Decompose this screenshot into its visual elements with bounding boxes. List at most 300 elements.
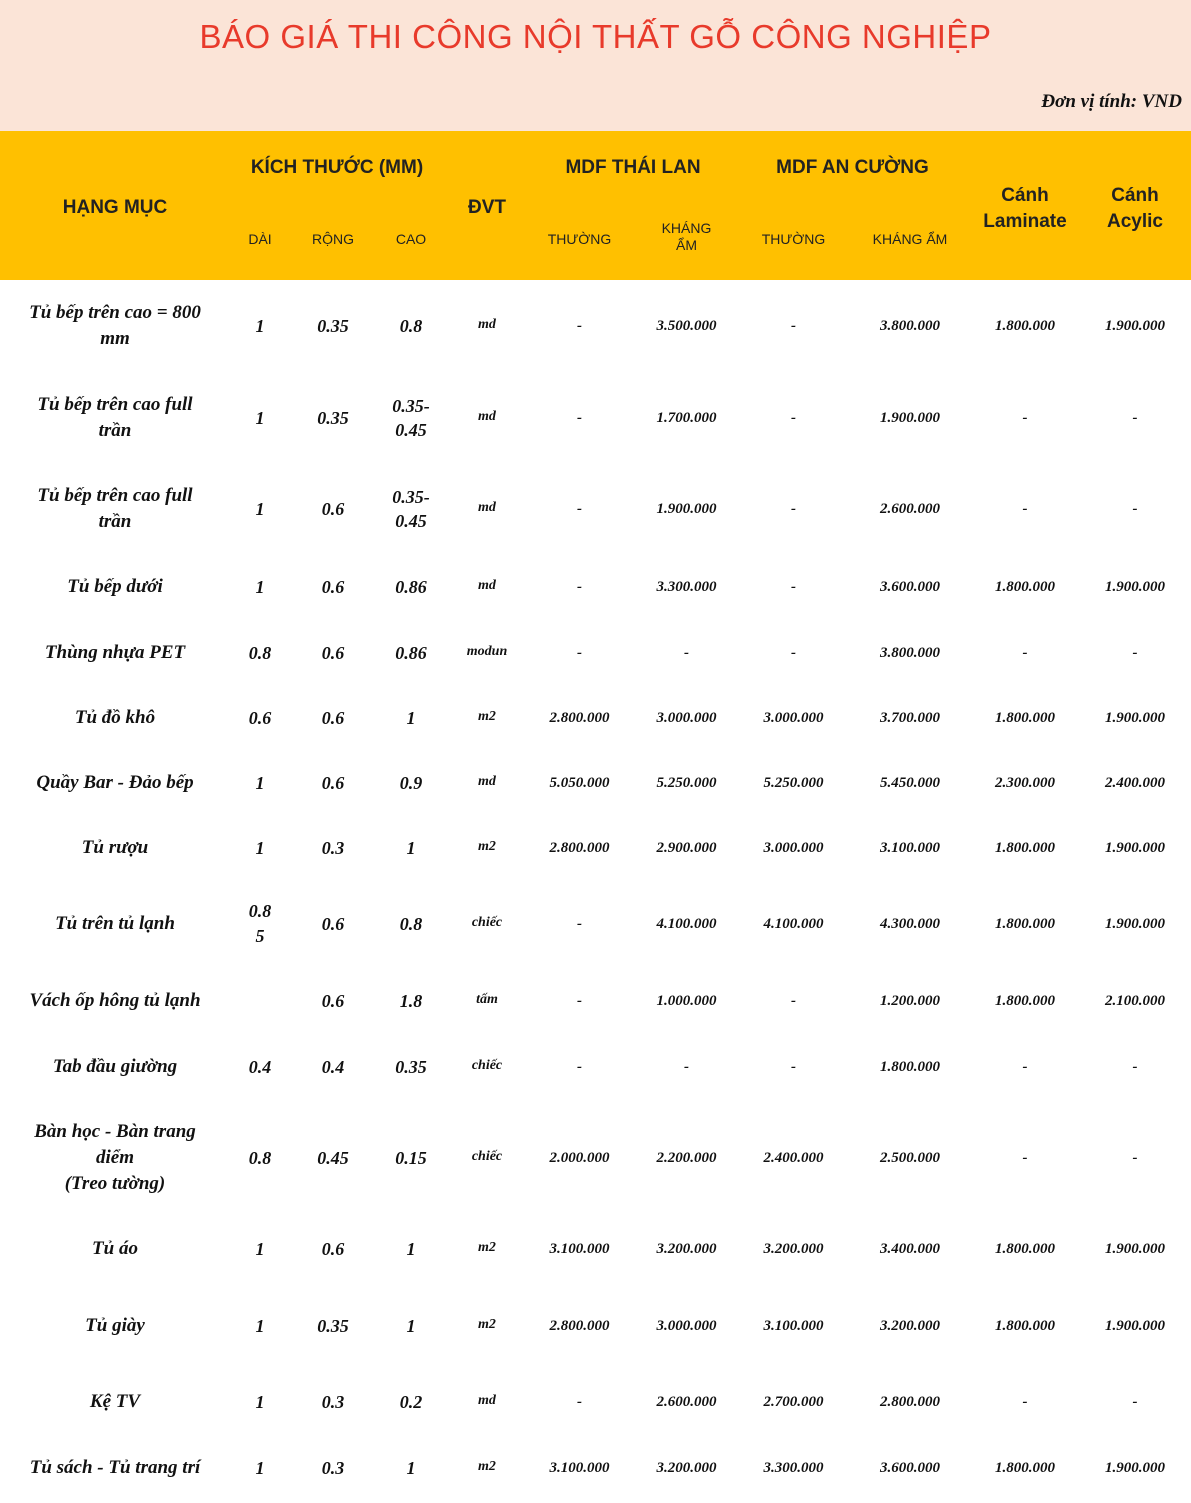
price-ac-moisture: 3.200.000	[880, 1317, 940, 1334]
height-value	[378, 971, 444, 1031]
item-name-line: Tủ rượu	[81, 837, 149, 858]
height-line: 0.35-	[392, 396, 430, 416]
unit-value: md	[478, 578, 496, 593]
width-value: 0.35	[317, 315, 349, 336]
height-value	[378, 557, 444, 617]
length-line: 0.8	[248, 901, 272, 921]
item-name-text	[37, 483, 192, 535]
item-name-text	[29, 988, 200, 1014]
table-row	[0, 1438, 1191, 1498]
item-name-line: Tủ áo	[92, 1238, 138, 1259]
price-thai-moisture: 3.000.000	[656, 709, 717, 726]
item-name-line: Tủ bếp trên cao = 800	[29, 302, 201, 323]
price-thai-normal: 2.800.000	[549, 839, 610, 856]
height-text	[407, 706, 416, 730]
item-name-line: Thùng nhựa PET	[44, 642, 186, 663]
item-name	[0, 886, 230, 962]
item-name-line: Tủ giày	[85, 1315, 145, 1336]
price-acylic: 1.900.000	[1105, 709, 1165, 726]
length-text	[249, 1055, 272, 1080]
price-thai-normal: 5.050.000	[549, 774, 610, 791]
item-name-line: Tủ bếp dưới	[67, 576, 163, 597]
price-ac-moisture: 3.800.000	[880, 644, 940, 661]
height-text	[407, 1456, 416, 1480]
price-ac-moisture: 5.450.000	[880, 774, 940, 791]
length-line: 1	[255, 1457, 265, 1478]
price-laminate: 2.300.000	[995, 774, 1055, 791]
price-ac-normal: -	[791, 644, 796, 661]
price-thai-moisture: 1.000.000	[656, 992, 717, 1009]
height-value	[378, 753, 444, 813]
price-ac-moisture: 2.600.000	[880, 500, 940, 517]
page-title: BÁO GIÁ THI CÔNG NỘI THẤT GỖ CÔNG NGHIỆP	[199, 18, 992, 55]
price-acylic: 2.400.000	[1105, 774, 1165, 791]
price-ac-normal: 5.250.000	[763, 774, 824, 791]
height-value	[378, 286, 444, 366]
price-ac-normal: -	[791, 578, 796, 595]
item-name-text	[75, 705, 155, 731]
header-height: CAO	[395, 231, 427, 247]
unit-value: chiếc	[471, 915, 503, 930]
price-ac-moisture: 3.800.000	[880, 317, 940, 334]
price-acylic: 2.100.000	[1105, 992, 1165, 1009]
price-thai-moisture: -	[684, 1058, 689, 1075]
price-thai-normal: -	[577, 1058, 582, 1075]
price-laminate: 1.800.000	[995, 1317, 1055, 1334]
price-laminate: 1.800.000	[995, 839, 1055, 856]
header-size-group: KÍCH THƯỚC (MM)	[250, 157, 424, 178]
item-name-text	[82, 835, 148, 861]
price-acylic: -	[1132, 644, 1138, 661]
price-thai-normal: -	[577, 992, 582, 1009]
length-value	[230, 1438, 290, 1498]
price-laminate: 1.800.000	[995, 578, 1055, 595]
price-ac-moisture: 3.700.000	[880, 709, 940, 726]
height-text	[400, 1390, 423, 1414]
price-ac-normal: 2.700.000	[763, 1393, 824, 1410]
height-line: 0.8	[399, 316, 423, 336]
item-name-line: Tủ sách - Tủ trang trí	[29, 1457, 201, 1478]
height-line: 1.8	[399, 991, 423, 1011]
unit-value: chiếc	[471, 1149, 503, 1164]
width-value: 0.3	[321, 1457, 345, 1478]
price-ac-normal: 3.100.000	[763, 1317, 824, 1334]
price-acylic: 1.900.000	[1105, 578, 1165, 595]
length-value	[230, 971, 290, 1031]
item-name-line: Tab đầu giường	[52, 1056, 178, 1077]
height-value	[378, 1438, 444, 1498]
length-value	[230, 688, 290, 748]
header-thai-moisture-line2: ẨM	[676, 237, 697, 253]
height-value	[378, 1288, 444, 1364]
price-ac-moisture: 3.400.000	[880, 1240, 940, 1257]
width-value: 0.6	[321, 772, 345, 793]
table-row	[0, 1108, 1191, 1208]
price-ac-normal: -	[791, 317, 796, 334]
height-line: 0.35	[395, 1057, 427, 1077]
table-row	[0, 623, 1191, 683]
item-name-line: Tủ bếp trên cao full	[37, 394, 193, 415]
length-line: 1	[255, 576, 265, 597]
unit-value: m2	[478, 1240, 496, 1255]
table-row	[0, 1211, 1191, 1287]
height-value	[378, 1370, 444, 1434]
length-line: 1	[255, 498, 265, 519]
length-value	[230, 286, 290, 366]
length-text	[256, 1456, 265, 1481]
width-value: 0.6	[321, 576, 345, 597]
length-text	[249, 1146, 272, 1171]
height-line: 0.15	[395, 1148, 427, 1168]
price-acylic: -	[1132, 409, 1138, 426]
price-acylic: 1.900.000	[1105, 317, 1165, 334]
height-value	[378, 1108, 444, 1208]
price-thai-normal: 2.800.000	[549, 709, 610, 726]
item-name-text	[53, 1054, 177, 1080]
item-name-line: Vách ốp hông tủ lạnh	[29, 990, 201, 1011]
width-value: 0.4	[321, 1056, 345, 1077]
width-value: 0.6	[321, 498, 345, 519]
item-name-line: Quầy Bar - Đảo bếp	[36, 772, 194, 793]
price-laminate: 1.800.000	[995, 317, 1055, 334]
item-name	[0, 1370, 230, 1434]
header-ac-normal: THƯỜNG	[761, 231, 826, 247]
width-value: 0.6	[321, 707, 345, 728]
height-line: 0.45	[395, 511, 427, 531]
length-value	[230, 1288, 290, 1364]
width-value: 0.45	[317, 1147, 349, 1168]
length-text	[256, 771, 265, 796]
length-line: 1	[255, 1238, 265, 1259]
item-name-text	[34, 1119, 196, 1197]
height-line: 1	[406, 1239, 416, 1259]
height-text	[395, 1055, 427, 1079]
item-name	[0, 469, 230, 549]
unit-value: m2	[478, 839, 496, 854]
length-value	[230, 886, 290, 962]
length-line: 1	[255, 407, 265, 428]
table-row	[0, 971, 1191, 1031]
height-text	[407, 836, 416, 860]
price-ac-normal: -	[791, 409, 796, 426]
unit-value: tấm	[476, 992, 498, 1007]
item-name	[0, 557, 230, 617]
unit-value: md	[478, 500, 496, 515]
item-name-text	[85, 1313, 145, 1339]
price-ac-moisture: 3.600.000	[880, 1459, 940, 1476]
item-name-text	[55, 911, 175, 937]
price-thai-moisture: -	[684, 644, 689, 661]
length-line: 1	[255, 1315, 265, 1336]
width-value: 0.3	[321, 1391, 345, 1412]
height-text	[400, 989, 423, 1013]
length-value	[230, 1037, 290, 1097]
price-ac-moisture: 1.800.000	[880, 1058, 940, 1075]
price-thai-normal: -	[577, 1393, 582, 1410]
price-thai-moisture: 3.000.000	[656, 1317, 717, 1334]
height-line: 1	[406, 1316, 416, 1336]
price-laminate: 1.800.000	[995, 915, 1055, 932]
length-text	[256, 1314, 265, 1339]
header-thai-normal: THƯỜNG	[547, 231, 612, 247]
header-acylic-line2: Acylic	[1107, 211, 1163, 232]
length-text	[249, 706, 272, 731]
height-text	[392, 394, 430, 442]
unit-value: md	[478, 409, 496, 424]
length-text	[256, 1390, 265, 1415]
unit-value: md	[478, 317, 496, 332]
price-laminate: -	[1022, 644, 1028, 661]
price-thai-normal: -	[577, 500, 582, 517]
length-line: 1	[255, 772, 265, 793]
height-line: 0.35-	[392, 487, 430, 507]
unit-value: modun	[466, 644, 508, 659]
table-row	[0, 557, 1191, 617]
width-value: 0.35	[317, 407, 349, 428]
height-text	[392, 485, 430, 533]
length-line: 0.8	[248, 642, 272, 663]
height-value	[378, 469, 444, 549]
width-value: 0.6	[321, 642, 345, 663]
price-ac-moisture: 2.800.000	[880, 1393, 940, 1410]
table-row	[0, 1037, 1191, 1097]
price-thai-normal: 2.000.000	[549, 1149, 610, 1166]
price-ac-normal: 3.200.000	[763, 1240, 824, 1257]
height-line: 1	[406, 838, 416, 858]
price-thai-moisture: 2.200.000	[656, 1149, 717, 1166]
price-thai-normal: 3.100.000	[549, 1459, 610, 1476]
item-name-line: (Treo tường)	[64, 1173, 166, 1194]
item-name-text	[29, 300, 201, 352]
price-ac-moisture: 3.100.000	[880, 839, 940, 856]
item-name	[0, 818, 230, 878]
length-line: 0.6	[248, 707, 272, 728]
price-laminate: -	[1022, 500, 1028, 517]
item-name-text	[36, 770, 193, 796]
price-thai-normal: 3.100.000	[549, 1240, 610, 1257]
price-laminate: -	[1022, 1149, 1028, 1166]
unit-value: m2	[478, 1459, 496, 1474]
table-row	[0, 688, 1191, 748]
price-acylic: -	[1132, 1149, 1138, 1166]
length-line: 1	[255, 1391, 265, 1412]
length-line: 1	[255, 315, 265, 336]
table-row	[0, 753, 1191, 813]
header-acylic	[1083, 183, 1187, 235]
header-acylic-line1: Cánh	[1111, 185, 1159, 206]
item-name-text	[37, 392, 192, 444]
price-ac-moisture: 1.200.000	[880, 992, 940, 1009]
height-value	[378, 688, 444, 748]
price-laminate: -	[1022, 1393, 1028, 1410]
length-value	[230, 1108, 290, 1208]
price-ac-normal: 4.100.000	[763, 915, 824, 932]
price-thai-normal: 2.800.000	[549, 1317, 610, 1334]
table-row	[0, 1370, 1191, 1434]
height-text	[407, 1314, 416, 1338]
item-name	[0, 378, 230, 458]
header-ac-moisture: KHÁNG ẨM	[872, 231, 948, 247]
item-name-text	[67, 574, 162, 600]
height-line: 0.8	[399, 914, 423, 934]
price-thai-moisture: 3.500.000	[656, 317, 717, 334]
price-thai-normal: -	[577, 915, 582, 932]
price-laminate: -	[1022, 1058, 1028, 1075]
header-item: HẠNG MỤC	[62, 197, 168, 218]
header-mdf-an-cuong: MDF AN CƯỜNG	[776, 157, 929, 178]
item-name	[0, 1211, 230, 1287]
height-text	[395, 641, 427, 665]
item-name	[0, 1108, 230, 1208]
price-ac-normal: 3.300.000	[763, 1459, 824, 1476]
item-name	[0, 688, 230, 748]
item-name	[0, 971, 230, 1031]
item-name-text	[90, 1389, 140, 1415]
price-laminate: 1.800.000	[995, 709, 1055, 726]
unit-value: md	[478, 774, 496, 789]
price-thai-moisture: 2.600.000	[656, 1393, 717, 1410]
price-ac-moisture: 4.300.000	[880, 915, 940, 932]
height-text	[400, 771, 423, 795]
table-row	[0, 378, 1191, 458]
item-name-line: trần	[98, 420, 132, 441]
height-line: 0.86	[395, 643, 427, 663]
header-laminate	[973, 183, 1077, 235]
header-thai-moisture	[634, 220, 739, 254]
price-ac-moisture: 1.900.000	[880, 409, 940, 426]
length-text	[256, 836, 265, 861]
price-thai-moisture: 1.700.000	[656, 409, 717, 426]
length-value	[230, 753, 290, 813]
table-row	[0, 1288, 1191, 1364]
height-text	[395, 1146, 427, 1170]
item-name	[0, 286, 230, 366]
table-row	[0, 818, 1191, 878]
item-name	[0, 753, 230, 813]
width-value: 0.3	[321, 837, 345, 858]
height-text	[400, 912, 423, 936]
price-ac-normal: 3.000.000	[763, 709, 824, 726]
header-laminate-line2: Laminate	[983, 211, 1067, 232]
height-line: 1	[406, 708, 416, 728]
width-value: 0.6	[321, 1238, 345, 1259]
length-value	[230, 557, 290, 617]
price-ac-normal: 2.400.000	[763, 1149, 824, 1166]
height-value	[378, 1211, 444, 1287]
item-name-line: trần	[98, 511, 132, 532]
item-name-line: Tủ bếp trên cao full	[37, 485, 193, 506]
item-name-line: mm	[100, 328, 130, 349]
price-laminate: 1.800.000	[995, 992, 1055, 1009]
item-name-text	[30, 1455, 201, 1481]
price-ac-normal: -	[791, 992, 796, 1009]
width-value: 0.6	[321, 990, 345, 1011]
price-acylic: -	[1132, 500, 1138, 517]
length-value	[230, 1211, 290, 1287]
length-line: 0.8	[248, 1147, 272, 1168]
item-name-text	[92, 1236, 138, 1262]
header-width: RỘNG	[312, 231, 354, 247]
item-name-line: Tủ đồ khô	[74, 707, 156, 728]
length-text	[249, 641, 272, 666]
price-thai-moisture: 5.250.000	[656, 774, 717, 791]
height-line: 0.86	[395, 577, 427, 597]
price-acylic: 1.900.000	[1105, 915, 1165, 932]
item-name	[0, 623, 230, 683]
price-thai-moisture: 1.900.000	[656, 500, 717, 517]
currency-unit-note: Đơn vị tính: VND	[1041, 91, 1182, 112]
unit-value: m2	[478, 1317, 496, 1332]
height-line: 0.45	[395, 420, 427, 440]
unit-value: m2	[478, 709, 496, 724]
price-thai-moisture: 2.900.000	[656, 839, 717, 856]
price-acylic: -	[1132, 1393, 1138, 1410]
price-ac-moisture: 3.600.000	[880, 578, 940, 595]
length-text	[256, 314, 265, 339]
price-thai-moisture: 3.200.000	[656, 1240, 717, 1257]
header-thai-moisture-line1: KHÁNG	[661, 220, 712, 236]
table-row	[0, 886, 1191, 962]
price-acylic: 1.900.000	[1105, 839, 1165, 856]
height-line: 1	[406, 1458, 416, 1478]
price-thai-normal: -	[577, 578, 582, 595]
price-acylic: -	[1132, 1058, 1138, 1075]
unit-value: chiếc	[471, 1058, 503, 1073]
price-acylic: 1.900.000	[1105, 1317, 1165, 1334]
price-thai-moisture: 3.200.000	[656, 1459, 717, 1476]
width-value: 0.6	[321, 913, 345, 934]
height-text	[407, 1237, 416, 1261]
price-thai-moisture: 3.300.000	[656, 578, 717, 595]
item-name-line: diểm	[95, 1147, 134, 1168]
height-line: 0.2	[399, 1392, 423, 1412]
height-text	[395, 575, 427, 599]
header-mdf-thai: MDF THÁI LAN	[565, 157, 701, 178]
price-laminate: 1.800.000	[995, 1240, 1055, 1257]
height-value	[378, 623, 444, 683]
length-text	[256, 575, 265, 600]
length-value	[230, 1370, 290, 1434]
price-thai-normal: -	[577, 409, 582, 426]
length-value	[230, 623, 290, 683]
unit-value: md	[478, 1393, 496, 1408]
length-value	[230, 818, 290, 878]
length-value	[230, 378, 290, 458]
length-text	[256, 406, 265, 431]
item-name	[0, 1438, 230, 1498]
length-text	[256, 1237, 265, 1262]
price-thai-moisture: 4.100.000	[656, 915, 717, 932]
height-value	[378, 818, 444, 878]
table-row	[0, 469, 1191, 549]
header-unit: ĐVT	[468, 197, 506, 218]
item-name-line: Tủ trên tủ lạnh	[55, 913, 175, 934]
price-ac-moisture: 2.500.000	[880, 1149, 940, 1166]
item-name-line: Kệ TV	[89, 1391, 141, 1412]
header-laminate-line1: Cánh	[1001, 185, 1049, 206]
price-laminate: -	[1022, 409, 1028, 426]
price-acylic: 1.900.000	[1105, 1240, 1165, 1257]
height-line: 0.9	[399, 773, 423, 793]
length-value	[230, 469, 290, 549]
header-length: DÀI	[248, 231, 272, 247]
price-acylic: 1.900.000	[1105, 1459, 1165, 1476]
length-line: 1	[255, 837, 265, 858]
length-line: 5	[255, 926, 265, 946]
item-name	[0, 1288, 230, 1364]
table-row	[0, 286, 1191, 366]
height-value	[378, 886, 444, 962]
